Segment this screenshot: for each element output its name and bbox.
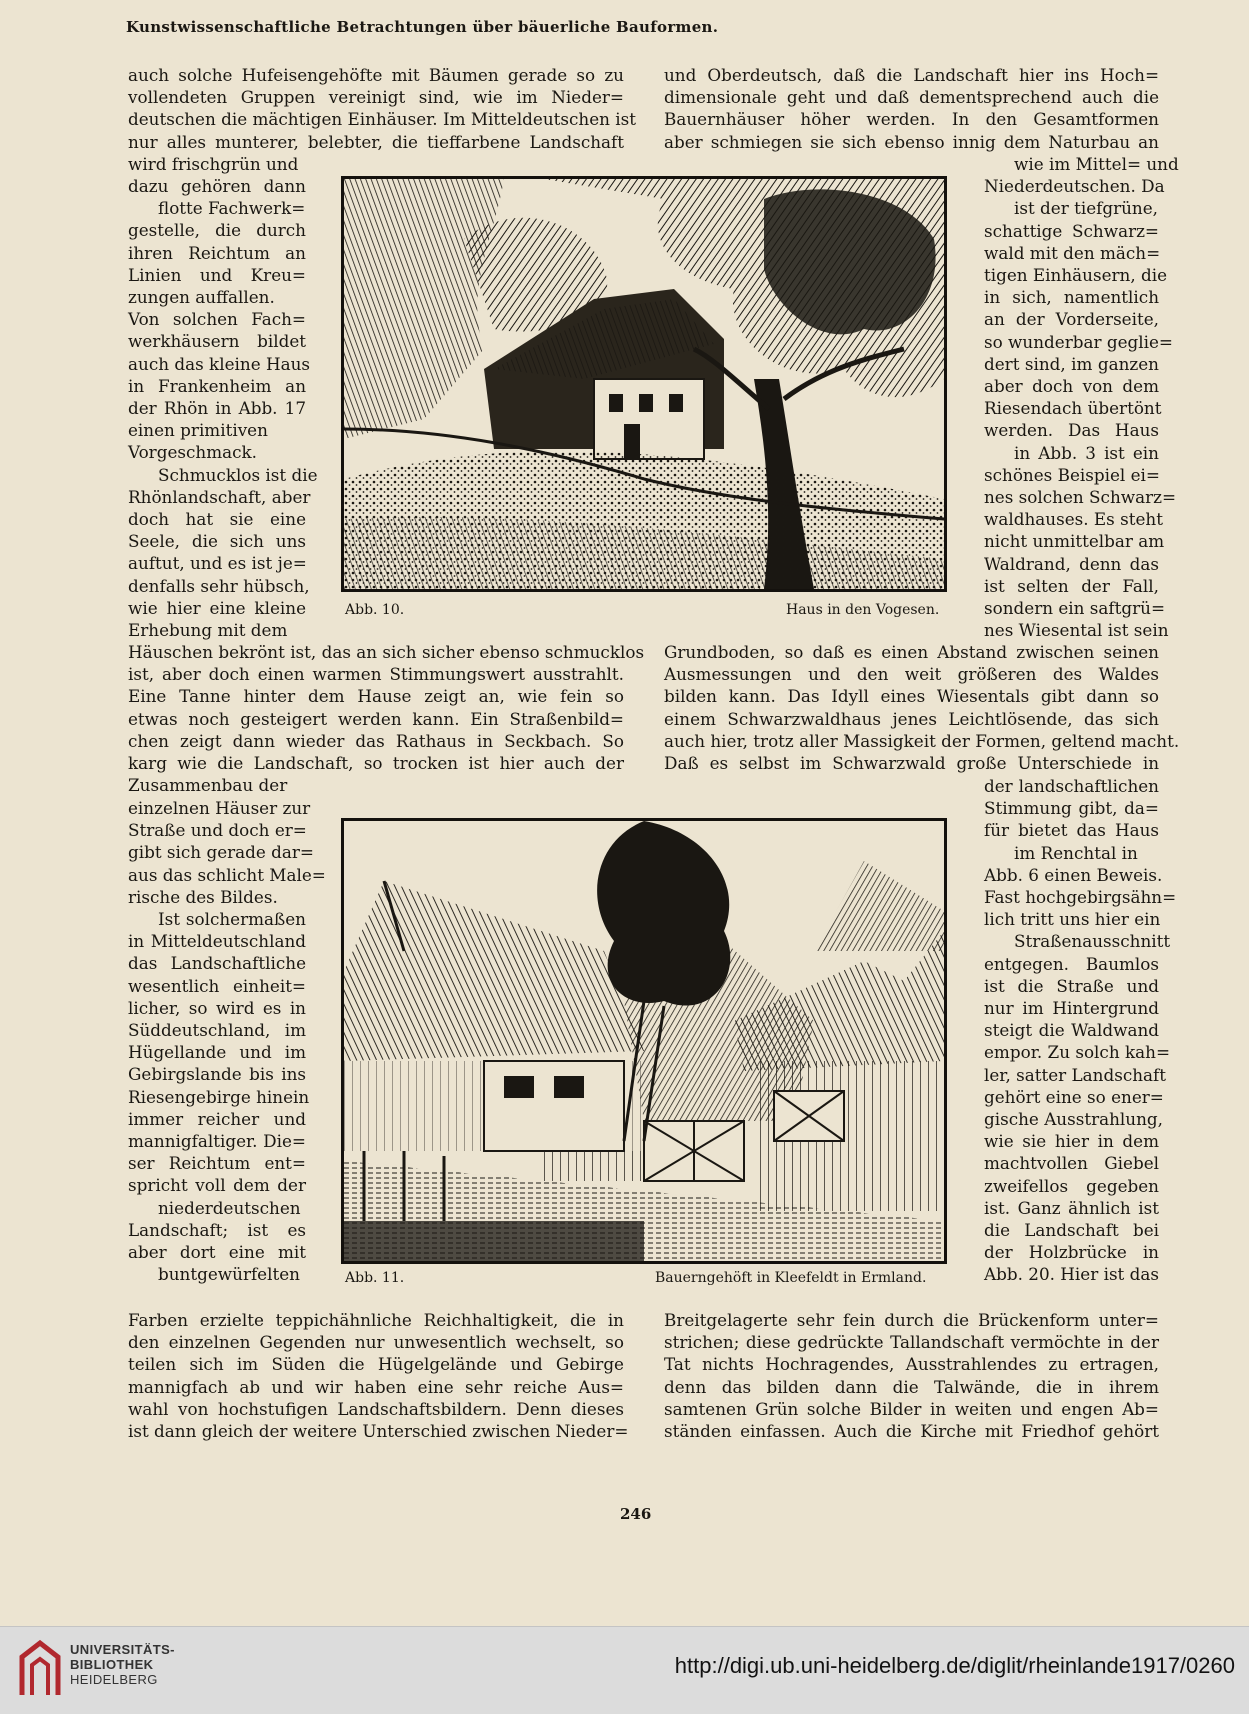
text-line: einem Schwarzwaldhaus jenes Leichtlösende, das sich [664, 708, 1159, 729]
text-line: deutschen die mächtigen Einhäuser. Im Mitteldeutschen ist [128, 109, 637, 130]
text-line: Waldrand, denn das [984, 553, 1159, 574]
text-line: nes Wiesental ist sein [984, 620, 1169, 641]
text-line: Fast hochgebirgsähn= [984, 887, 1177, 908]
text-line: Vorgeschmack. [128, 442, 258, 463]
text-line: Rhönlandschaft, aber [128, 486, 311, 507]
figure-11-caption: Bauerngehöft in Kleefeldt in Ermland. [655, 1270, 927, 1286]
text-line: in sich, namentlich [984, 287, 1159, 308]
text-line: empor. Zu solch kah= [984, 1042, 1171, 1063]
text-line: ist die Straße und [984, 975, 1159, 996]
text-line: Landschaft; ist es [128, 1219, 306, 1240]
text-line: im Renchtal in [1014, 842, 1138, 863]
left-column-top-text [128, 64, 637, 175]
text-line: waldhauses. Es steht [984, 509, 1163, 530]
text-line: Grundboden, so daß es einen Abstand zwischen seinen [664, 642, 1159, 662]
library-line-2: BIBLIOTHEK [70, 1657, 154, 1672]
figure-11-label: Abb. 11. [345, 1270, 405, 1286]
text-line: ist selten der Fall, [984, 575, 1159, 596]
text-line: rische des Bildes. [128, 886, 278, 907]
text-line: nes solchen Schwarz= [984, 487, 1177, 508]
text-line: Ausmessungen und den weit größeren des Waldes [664, 664, 1159, 685]
figure-10-illustration [341, 176, 947, 592]
right-column-top-text [664, 64, 1159, 153]
text-line: Riesengebirge hinein [128, 1086, 310, 1107]
text-line: einen primitiven [128, 420, 268, 441]
text-line: wird frischgrün und [128, 153, 299, 174]
text-line: Ist solchermaßen [158, 909, 306, 930]
text-line: Tat nichts Hochragendes, Ausstrahlendes zu ertragen, [664, 1354, 1159, 1375]
text-line: steigt die Waldwand [984, 1020, 1159, 1041]
text-line: doch hat sie eine [128, 509, 306, 530]
text-line: samtenen Grün solche Bilder in weiten und engen Ab= [664, 1398, 1159, 1419]
text-line: ser Reichtum ent= [128, 1153, 306, 1174]
text-line: auch solche Hufeisengehöfte mit Bäumen gerade so zu [128, 65, 624, 85]
library-name [70, 1642, 175, 1687]
text-line: dimensionale geht und daß dementsprechend auch die [664, 87, 1159, 108]
text-line: strichen; diese gedrückte Tallandschaft vermöchte in der [664, 1332, 1159, 1353]
text-line: schönes Beispiel ei= [984, 464, 1160, 485]
text-line: Von solchen Fach= [128, 309, 306, 330]
text-line: Niederdeutschen. Da [984, 176, 1165, 197]
library-line-3: HEIDELBERG [70, 1672, 158, 1687]
text-line: auftut, und es ist je= [128, 553, 307, 574]
text-line: denn das bilden dann die Talwände, die in ihrem [664, 1376, 1159, 1397]
text-line: wahl von hochstufigen Landschaftsbildern. Denn dieses [128, 1398, 624, 1419]
text-line: zungen auffallen. [128, 287, 275, 308]
text-line: tigen Einhäusern, die [984, 265, 1168, 286]
right-column-bottom-text [664, 1309, 1159, 1442]
text-line: schattige Schwarz= [984, 220, 1159, 241]
text-line: spricht voll dem der [128, 1175, 306, 1196]
text-line: aber dort eine mit [128, 1242, 306, 1263]
text-line: buntgewürfelten [158, 1264, 300, 1285]
text-line: aber schmiegen sie sich ebenso innig dem Naturbau an [664, 131, 1159, 152]
text-line: und Oberdeutsch, daß die Landschaft hier ins Hoch= [664, 65, 1159, 85]
text-line: Straße und doch er= [128, 820, 307, 841]
text-line: einzelnen Häuser zur [128, 798, 311, 818]
left-column-beside-figure-10 [128, 175, 318, 641]
text-line: dert sind, im ganzen [984, 353, 1159, 374]
text-line: der Holzbrücke in [984, 1242, 1159, 1263]
text-line: die Landschaft bei [984, 1220, 1159, 1241]
figure-10-caption: Haus in den Vogesen. [786, 602, 940, 618]
text-line: nur im Hintergrund [984, 998, 1159, 1019]
text-line: licher, so wird es in [128, 997, 306, 1018]
text-line: Abb. 20. Hier ist das [984, 1264, 1159, 1285]
text-line: ist. Ganz ähnlich ist [984, 1197, 1159, 1218]
text-line: in Mitteldeutschland [128, 931, 306, 952]
text-line: etwas noch gesteigert werden kann. Ein Straßenbild= [128, 708, 624, 729]
text-line: Riesendach übertönt [984, 398, 1162, 419]
text-line: an der Vorderseite, [984, 309, 1159, 330]
text-line: Hügellande und im [128, 1042, 306, 1063]
text-line: wie hier eine kleine [128, 597, 306, 618]
text-line: zweifellos gegeben [984, 1175, 1159, 1196]
text-line: den einzelnen Gegenden nur unwesentlich wechselt, so [128, 1332, 624, 1353]
text-line: Schmucklos ist die [158, 464, 318, 485]
text-line: Farben erzielte teppichähnliche Reichhaltigkeit, die in [128, 1310, 624, 1330]
text-line: Süddeutschland, im [128, 1020, 306, 1041]
page-number: 246 [620, 1505, 652, 1523]
text-line: sondern ein saftgrü= [984, 598, 1166, 619]
text-line: gibt sich gerade dar= [128, 842, 314, 863]
text-line: gische Ausstrahlung, [984, 1109, 1163, 1130]
text-line: wie sie hier in dem [984, 1131, 1159, 1152]
text-line: auch hier, trotz aller Massigkeit der Formen, geltend macht. [664, 730, 1180, 751]
text-line: Breitgelagerte sehr fein durch die Brückenform unter= [664, 1310, 1159, 1330]
text-line: entgegen. Baumlos [984, 953, 1159, 974]
text-line: lich tritt uns hier ein [984, 909, 1161, 930]
text-line: Seele, die sich uns [128, 531, 306, 552]
text-line: Abb. 6 einen Beweis. [984, 864, 1163, 885]
figure-10-label: Abb. 10. [345, 602, 405, 618]
text-line: wald mit den mäch= [984, 242, 1161, 263]
text-line: aber doch von dem [984, 376, 1159, 397]
text-line: Häuschen bekrönt ist, das an sich sicher ebenso schmucklos [128, 642, 645, 662]
left-column-full-text [128, 641, 645, 796]
text-line: ist der tiefgrüne, [1014, 198, 1158, 219]
text-line: Zusammenbau der [128, 775, 288, 796]
text-line: flotte Fachwerk= [158, 198, 306, 219]
text-line: so wunderbar geglie= [984, 331, 1173, 352]
text-line: werden. Das Haus [984, 420, 1159, 441]
text-line: Eine Tanne hinter dem Hause zeigt an, wie fein so [128, 686, 624, 707]
text-line: Gebirgslande bis ins [128, 1064, 306, 1085]
text-line: machtvollen Giebel [984, 1153, 1159, 1174]
text-line: Linien und Kreu= [128, 264, 306, 285]
text-line: dazu gehören dann [128, 176, 306, 196]
text-line: nur alles munterer, belebter, die tieffarbene Landschaft [128, 131, 624, 152]
right-column-beside-figure-10 [984, 153, 1179, 641]
text-line: gehört eine so ener= [984, 1086, 1164, 1107]
text-line: ist, aber doch einen warmen Stimmungswert ausstrahlt. [128, 664, 624, 685]
text-line: nicht unmittelbar am [984, 531, 1165, 552]
text-line: chen zeigt dann wieder das Rathaus in Seckbach. So [128, 730, 624, 751]
text-line: karg wie die Landschaft, so trocken ist hier auch der [128, 753, 624, 774]
text-line: gestelle, die durch [128, 220, 306, 241]
text-line: ständen einfassen. Auch die Kirche mit Friedhof gehört [664, 1421, 1159, 1442]
text-line: vollendeten Gruppen vereinigt sind, wie im Nieder= [128, 87, 624, 108]
text-line: mannigfach ab und wir haben eine sehr reiche Aus= [128, 1376, 624, 1397]
text-line: denfalls sehr hübsch, [128, 575, 310, 596]
university-library-logo-icon [18, 1639, 62, 1699]
left-column-beside-figure-11 [128, 797, 326, 1285]
text-line: werkhäusern bildet [128, 331, 306, 352]
figure-11-illustration [341, 818, 947, 1264]
text-line: teilen sich im Süden die Hügelgelände und Gebirge [128, 1354, 624, 1375]
text-line: Bauernhäuser höher werden. In den Gesamtformen [664, 109, 1159, 130]
text-line: ist dann gleich der weitere Unterschied zwischen Nieder= [128, 1421, 629, 1442]
left-column-bottom-text [128, 1309, 629, 1442]
text-line: ihren Reichtum an [128, 242, 306, 263]
text-line: Straßenausschnitt [1014, 931, 1171, 952]
text-line: der Rhön in Abb. 17 [128, 398, 306, 419]
text-line: aus das schlicht Male= [128, 864, 326, 885]
text-line: wesentlich einheit= [128, 975, 306, 996]
text-line: auch das kleine Haus [128, 353, 311, 374]
text-line: der landschaftlichen [984, 776, 1159, 796]
text-line: für bietet das Haus [984, 820, 1159, 841]
text-line: immer reicher und [128, 1108, 306, 1129]
right-column-beside-figure-11 [984, 775, 1177, 1286]
text-line: Daß es selbst im Schwarzwald große Unterschiede in [664, 753, 1159, 774]
text-line: in Abb. 3 ist ein [1014, 442, 1159, 463]
text-line: in Frankenheim an [128, 375, 306, 396]
text-line: mannigfaltiger. Die= [128, 1131, 306, 1152]
right-column-full-text [664, 641, 1180, 774]
running-title: Kunstwissenschaftliche Betrachtungen über bäuerliche Bauformen. [126, 18, 719, 36]
library-line-1: UNIVERSITÄTS- [70, 1642, 175, 1657]
text-line: Stimmung gibt, da= [984, 798, 1159, 819]
text-line: das Landschaftliche [128, 953, 306, 974]
library-footer [0, 1626, 1249, 1714]
text-line: ler, satter Landschaft [984, 1064, 1167, 1085]
text-line: niederdeutschen [158, 1197, 301, 1218]
source-url-link[interactable]: http://digi.ub.uni-heidelberg.de/diglit/rheinlande1917/0260 [674, 1653, 1235, 1678]
text-line: wie im Mittel= und [1014, 154, 1179, 174]
text-line: bilden kann. Das Idyll eines Wiesentals gibt dann so [664, 686, 1159, 707]
text-line: Erhebung mit dem [128, 620, 288, 641]
